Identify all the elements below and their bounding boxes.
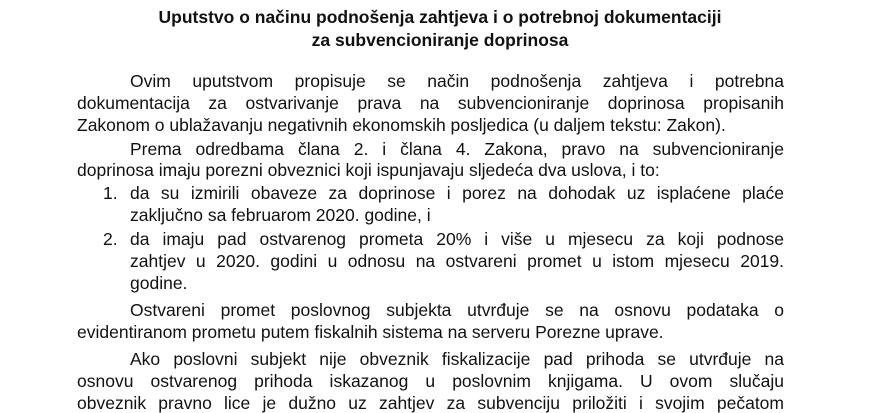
paragraph-4-line-3: obveznik pravno lice je dužno uz zahtjev za subvenciju priložiti i svojim pečatom bbox=[77, 393, 784, 413]
list-item-2-line-3: godine. bbox=[130, 273, 188, 293]
list-item-2-line-1: da imaju pad ostvarenog prometa 20% i više u mjesecu za koji podnose bbox=[130, 229, 784, 249]
paragraph-4-line-2: osnovu ostvarenog prihoda iskazanog u poslovnim knjigama. U ovom slučaju bbox=[77, 371, 784, 391]
paragraph-2-line-2: doprinosa imaju porezni obveznici koji ispunjavaju sljedeća dva uslova, i to: bbox=[77, 160, 660, 180]
list-item-2-number: 2. bbox=[103, 229, 118, 249]
paragraph-1-line-2: dokumentacija za ostvarivanje prava na subvencioniranje doprinosa propisanih bbox=[77, 93, 784, 113]
list-item-1-number: 1. bbox=[103, 183, 118, 203]
paragraph-4-line-1: Ako poslovni subjekt nije obveznik fiskalizacije pad prihoda se utvrđuje na bbox=[130, 349, 784, 369]
document-title-line-2: za subvencioniranje doprinosa bbox=[311, 30, 569, 50]
paragraph-1-line-3: Zakonom o ublažavanju negativnih ekonomskih posljedica (u daljem tekstu: Zakon). bbox=[77, 115, 726, 135]
paragraph-2-line-1: Prema odredbama člana 2. i člana 4. Zakona, pravo na subvencioniranje bbox=[130, 139, 784, 159]
paragraph-1-line-1: Ovim uputstvom propisuje se način podnošenja zahtjeva i potrebna bbox=[130, 71, 784, 91]
paragraph-3-line-2: evidentiranom prometu putem fiskalnih sistema na serveru Porezne uprave. bbox=[77, 322, 664, 342]
paragraph-3-line-1: Ostvareni promet poslovnog subjekta utvrđuje se na osnovu podataka o bbox=[130, 300, 784, 320]
list-item-2-line-2: zahtjev u 2020. godini u odnosu na ostvareni promet u istom mjesecu 2019. bbox=[130, 251, 784, 271]
list-item-1-line-2: zaključno sa februarom 2020. godine, i bbox=[130, 205, 431, 225]
document-title-line-1: Uputstvo o načinu podnošenja zahtjeva i o potrebnoj dokumentaciji bbox=[158, 7, 722, 27]
list-item-1-line-1: da su izmirili obaveze za doprinose i porez na dohodak uz isplaćene plaće bbox=[130, 183, 784, 203]
